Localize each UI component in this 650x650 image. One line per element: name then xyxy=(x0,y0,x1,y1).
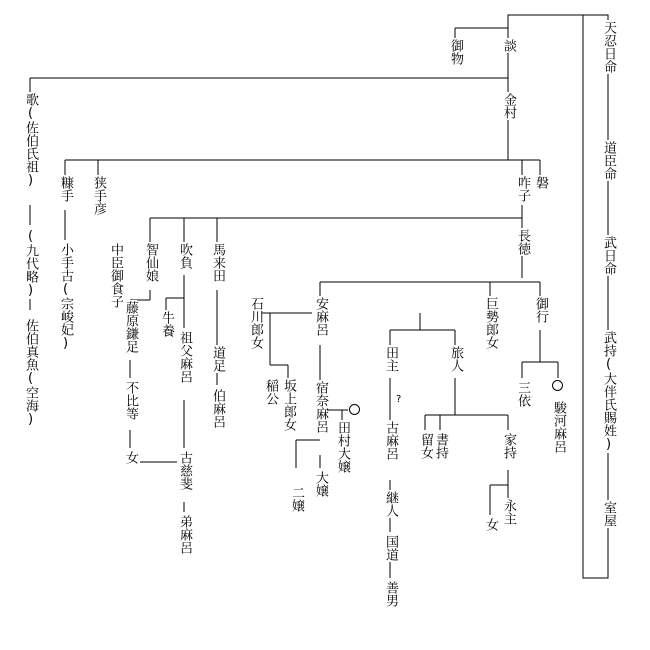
person-kose: 巨勢郎女 xyxy=(483,297,498,349)
person-sukuna: 宿奈麻呂 xyxy=(313,381,328,433)
person-yoshio: 善男 xyxy=(383,581,398,607)
person-kyudai: (九代略) xyxy=(23,229,38,298)
person-kuiko: 咋子 xyxy=(515,176,530,202)
person-nijo: 二嬢 xyxy=(289,486,304,512)
person-kojibi: 古慈斐 xyxy=(177,451,192,490)
person-nagamushi: 永主 xyxy=(501,499,516,525)
person-ushikai: 牛養 xyxy=(159,311,174,337)
person-tanushi: 田主 xyxy=(383,346,398,372)
person-onna1: 女 xyxy=(123,451,138,464)
person-chisen: 智仙娘 xyxy=(143,243,158,282)
person-take: 武日命 xyxy=(601,236,616,275)
unknown-person-circle-2 xyxy=(552,380,563,391)
person-yasumaro: 安麻呂 xyxy=(313,297,328,336)
person-takemochi: 武持(大伴氏賜姓) xyxy=(601,331,616,452)
person-suruga: 駿河麻呂 xyxy=(551,401,566,453)
person-oji: 祖父麻呂 xyxy=(177,331,192,383)
person-ojo: 大嬢 xyxy=(313,471,328,497)
person-fuke: 吹負 xyxy=(177,243,192,269)
person-onna2: 女 xyxy=(483,518,498,531)
person-kamatari: 藤原鎌足 xyxy=(123,301,138,353)
person-hakumaro: 伯麻呂 xyxy=(210,389,225,428)
person-nakatomi: 中臣御食子 xyxy=(108,243,123,308)
person-yakamochi: 家持 xyxy=(501,433,516,459)
person-michi: 道臣命 xyxy=(601,141,616,180)
person-mimono: 御物 xyxy=(448,39,463,65)
person-rume: 留女 xyxy=(418,433,433,459)
person-miyuki: 御行 xyxy=(533,297,548,323)
person-uta: 歌(佐伯氏祖) xyxy=(23,93,38,188)
uncertain-mark: ? xyxy=(396,394,402,405)
person-ishikawa: 石川郎女 xyxy=(248,297,263,349)
person-kunimichi: 国道 xyxy=(383,535,398,561)
person-otomaro: 弟麻呂 xyxy=(177,515,192,554)
person-ame: 天忍日命 xyxy=(601,21,616,73)
person-kote: 小手古(宗峻妃) xyxy=(58,243,73,351)
person-nagatoko: 長徳 xyxy=(515,229,530,255)
unknown-person-circle-1 xyxy=(349,404,360,415)
person-iwa: 磐 xyxy=(533,176,548,189)
person-tsuguhito: 継人 xyxy=(383,491,398,517)
person-sade: 狭手彦 xyxy=(91,176,106,215)
person-mao: 佐伯真魚(空海) xyxy=(23,319,38,427)
person-fumimochi: 書持 xyxy=(433,433,448,459)
person-makuta: 馬来田 xyxy=(210,243,225,282)
person-nukate: 糠手 xyxy=(58,176,73,202)
person-mie: 三依 xyxy=(515,381,530,407)
person-tabito: 旅人 xyxy=(448,346,463,372)
person-tamura: 田村大嬢 xyxy=(335,421,350,473)
person-dan: 談 xyxy=(501,39,516,52)
person-sakanoue: 坂上郎女 xyxy=(281,379,296,431)
person-fuhito: 不比等 xyxy=(123,381,138,420)
person-michitari: 道足 xyxy=(210,346,225,372)
person-muro: 室屋 xyxy=(601,501,616,527)
person-komaro: 古麻呂 xyxy=(383,421,398,460)
person-inakimi: 稲公 xyxy=(263,379,278,405)
person-kanamura: 金村 xyxy=(501,93,516,119)
